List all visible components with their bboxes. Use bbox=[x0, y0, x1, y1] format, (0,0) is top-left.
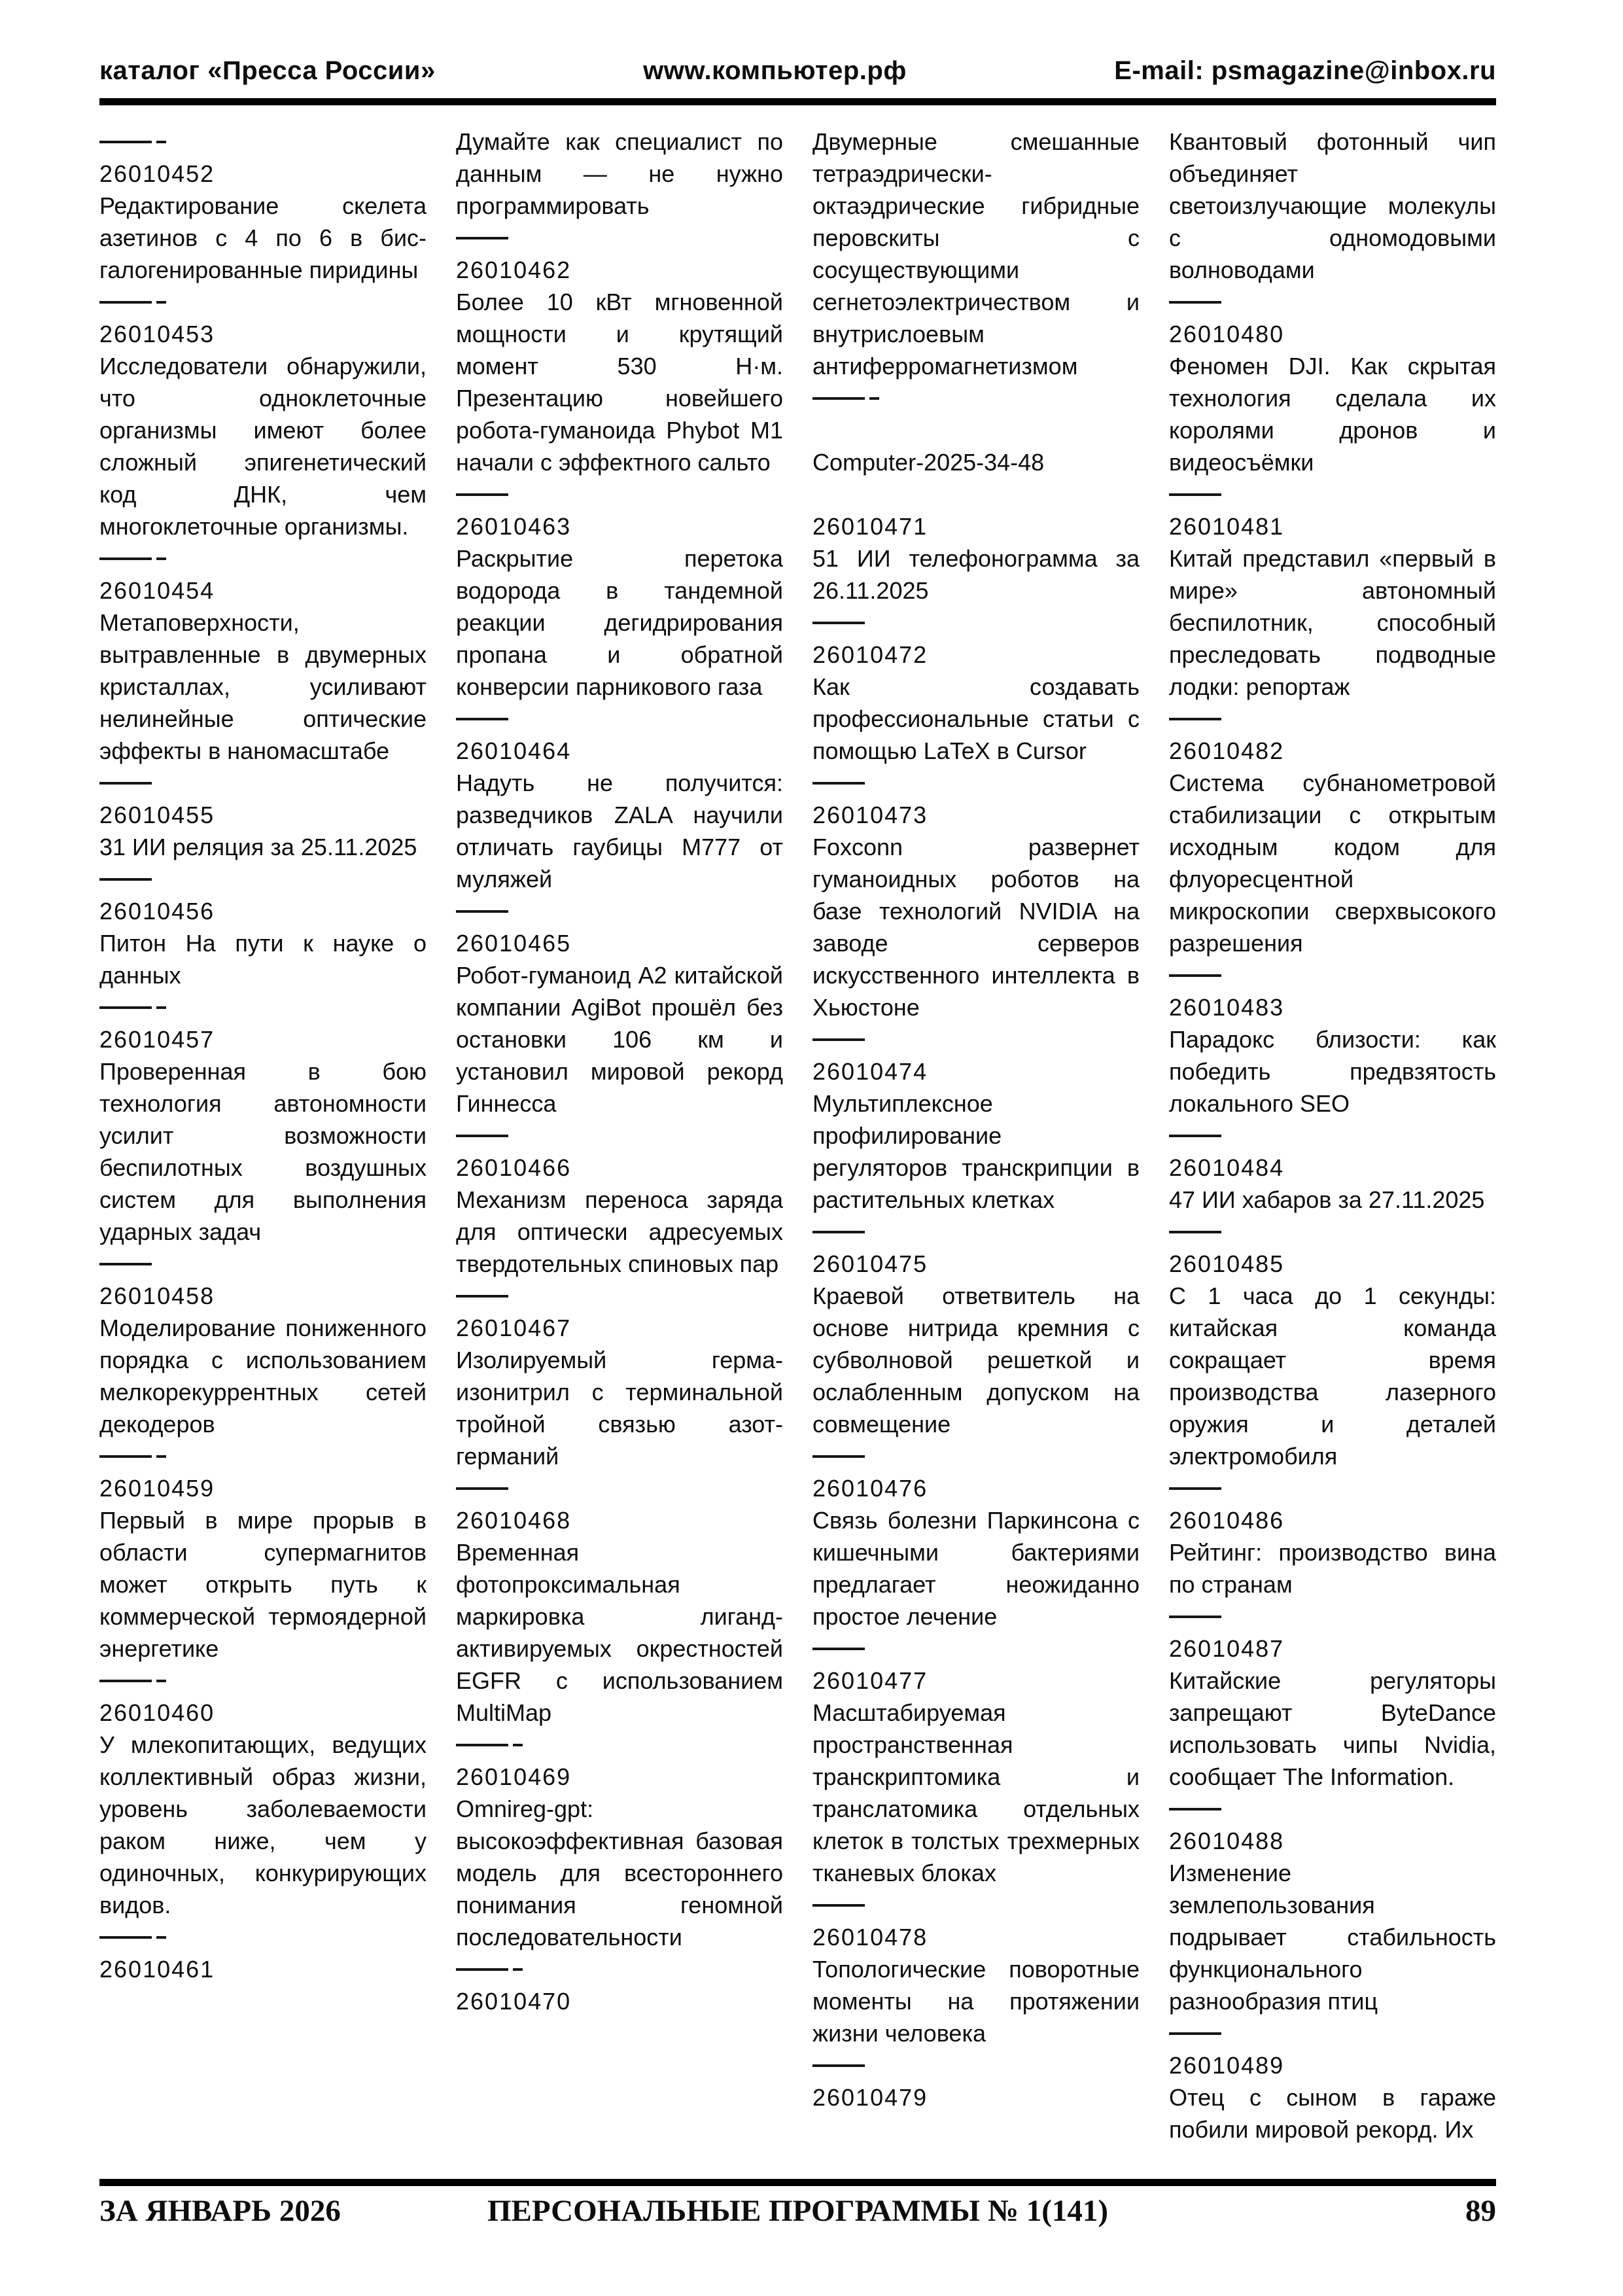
entry-title: Изолируемый герма-изонитрил с терминальной тройной связью азот-германий bbox=[456, 1347, 783, 1470]
catalog-entry bbox=[99, 1472, 427, 1665]
entry-number: 26010452 bbox=[99, 160, 215, 187]
entry-title: Foxconn развернет гуманоидных роботов на базе технологий NVIDIA на заводе серверов искусственного интеллекта в Хьюстоне bbox=[812, 834, 1140, 1021]
separator-line bbox=[99, 782, 152, 785]
catalog-entry bbox=[99, 1280, 427, 1440]
separator-line bbox=[456, 237, 508, 239]
separator bbox=[1169, 286, 1496, 318]
entry-number: 26010489 bbox=[1169, 2052, 1285, 2079]
entry-number: 26010485 bbox=[1169, 1250, 1285, 1277]
catalog-entry bbox=[99, 318, 427, 542]
separator bbox=[812, 767, 1140, 799]
separator-line bbox=[812, 782, 865, 785]
entry-number: 26010487 bbox=[1169, 1635, 1285, 1662]
entry-title: Первый в мире прорыв в области супермагнитов может открыть путь к коммерческой термоядерной энергетике bbox=[99, 1507, 427, 1662]
entry-title: Мультиплексное профилирование регуляторов транскрипции в растительных клетках bbox=[812, 1090, 1140, 1213]
separator-line bbox=[812, 1231, 865, 1233]
separator-hyphen bbox=[156, 141, 166, 143]
page-footer bbox=[99, 2193, 1496, 2229]
entry-title: 47 ИИ хабаров за 27.11.2025 bbox=[1169, 1186, 1485, 1213]
separator-line bbox=[812, 1648, 865, 1650]
entry-number: 26010459 bbox=[99, 1475, 215, 1502]
catalog-entry bbox=[1169, 318, 1496, 478]
entry-number: 26010477 bbox=[812, 1667, 928, 1694]
entry-number: 26010471 bbox=[812, 513, 928, 540]
catalog-columns bbox=[99, 126, 1496, 2175]
separator-line bbox=[812, 2064, 865, 2067]
catalog-entry bbox=[1169, 1504, 1496, 1600]
separator-line bbox=[99, 301, 152, 304]
separator-line bbox=[812, 1038, 865, 1041]
entry-number: 26010478 bbox=[812, 1924, 928, 1951]
catalog-entry bbox=[812, 2081, 1140, 2113]
catalog-entry bbox=[99, 574, 427, 767]
entry-title: 51 ИИ телефонограмма за 26.11.2025 bbox=[812, 545, 1140, 604]
separator-hyphen bbox=[156, 557, 166, 560]
entry-title: Связь болезни Паркинсона с кишечными бактериями предлагает неожиданно простое лечение bbox=[812, 1507, 1140, 1630]
separator-line bbox=[99, 1680, 152, 1682]
entry-title: Краевой ответвитель на основе нитрида кремния с субволновой решеткой и ослабленным допуском на совмещение bbox=[812, 1282, 1140, 1438]
catalog-entry bbox=[1169, 2049, 1496, 2146]
entry-number: 26010481 bbox=[1169, 513, 1285, 540]
separator-line bbox=[812, 1904, 865, 1907]
catalog-entry bbox=[99, 895, 427, 991]
entry-title: Парадокс близости: как победить предвзятость локального SEO bbox=[1169, 1026, 1496, 1117]
catalog-column-4 bbox=[1169, 126, 1496, 2175]
entry-number: 26010480 bbox=[1169, 321, 1285, 347]
separator bbox=[812, 1216, 1140, 1248]
entry-title: Двумерные смешанные тетраэдрически-октаэдрические гибридные перовскиты с сосуществующими сегнетоэлектричеством и внутрислоевым антиферромагнетизмом bbox=[812, 128, 1140, 380]
entry-title: Проверенная в бою технология автономности усилит возможности беспилотных воздушных систем для выполнения ударных задач bbox=[99, 1058, 427, 1245]
separator bbox=[456, 1280, 783, 1312]
separator bbox=[456, 1472, 783, 1504]
entry-number: 26010462 bbox=[456, 256, 572, 283]
separator-line bbox=[456, 1744, 508, 1746]
entry-number: 26010466 bbox=[456, 1154, 572, 1181]
separator-line bbox=[1169, 1135, 1221, 1137]
separator-line bbox=[812, 397, 865, 400]
entry-number: 26010470 bbox=[456, 1988, 572, 2015]
separator bbox=[812, 1440, 1140, 1472]
separator-line bbox=[99, 1936, 152, 1939]
catalog-entry bbox=[456, 254, 783, 478]
entry-title: Рейтинг: производство вина по странам bbox=[1169, 1539, 1496, 1598]
catalog-entry bbox=[1169, 735, 1496, 959]
separator-line bbox=[99, 557, 152, 560]
entry-title: Система субнанометровой стабилизации с открытым исходным кодом для флуоресцентной микроскопии сверхвысокого разрешения bbox=[1169, 769, 1496, 957]
separator bbox=[456, 895, 783, 927]
entry-title: Питон На пути к науке о данных bbox=[99, 930, 427, 989]
separator-hyphen bbox=[156, 1006, 166, 1009]
separator bbox=[99, 286, 427, 318]
entry-title: Китайские регуляторы запрещают ByteDance использовать чипы Nvidia, сообщает The Information. bbox=[1169, 1667, 1496, 1790]
entry-number: 26010457 bbox=[99, 1026, 215, 1053]
separator-line bbox=[1169, 1487, 1221, 1490]
entry-number: 26010456 bbox=[99, 898, 215, 925]
entry-title: Временная фотопроксимальная маркировка лиганд-активируемых окрестностей EGFR с использованием MultiMap bbox=[456, 1539, 783, 1726]
catalog-entry bbox=[456, 1312, 783, 1472]
separator-line bbox=[812, 622, 865, 624]
separator-hyphen bbox=[156, 1936, 166, 1939]
entry-number: 26010458 bbox=[99, 1282, 215, 1309]
separator bbox=[99, 863, 427, 895]
footer-rule bbox=[99, 2179, 1496, 2186]
entry-title: Метаповерхности, вытравленные в двумерных кристаллах, усиливают нелинейные оптические эффекты в наномасштабе bbox=[99, 609, 427, 764]
entry-title: Раскрытие перетока водорода в тандемной реакции дегидрирования пропана и обратной конверсии парникового газа bbox=[456, 545, 783, 700]
catalog-entry bbox=[812, 1921, 1140, 2049]
separator bbox=[1169, 703, 1496, 735]
separator-line bbox=[1169, 1808, 1221, 1810]
entry-number: 26010461 bbox=[99, 1956, 215, 1983]
entry-title: Изменение землепользования подрывает стабильность функционального разнообразия птиц bbox=[1169, 1860, 1496, 2015]
catalog-entry bbox=[812, 1472, 1140, 1633]
entry-title: У млекопитающих, ведущих коллективный образ жизни, уровень заболеваемости раком ниже, чем у одиночных, конкурирующих видов. bbox=[99, 1731, 427, 1918]
entry-title: С 1 часа до 1 секунды: китайская команда сокращает время производства лазерного оружия и деталей электромобиля bbox=[1169, 1282, 1496, 1470]
header-site-url: www.компьютер.рф bbox=[643, 56, 907, 85]
catalog-entry-continuation bbox=[456, 126, 783, 222]
entry-title: Omnireg-gpt: высокоэффективная базовая модель для всестороннего понимания геномной последовательности bbox=[456, 1795, 783, 1951]
catalog-entry bbox=[99, 1697, 427, 1921]
catalog-entry bbox=[1169, 991, 1496, 1120]
entry-number: 26010482 bbox=[1169, 737, 1285, 764]
separator bbox=[456, 703, 783, 735]
entry-number: 26010479 bbox=[812, 2084, 928, 2111]
separator bbox=[99, 1248, 427, 1280]
separator-line bbox=[1169, 2032, 1221, 2035]
entry-number: 26010467 bbox=[456, 1315, 572, 1341]
entry-title: Думайте как специалист по данным — не нужно программировать bbox=[456, 128, 783, 219]
separator-hyphen bbox=[869, 397, 879, 400]
section-code: Computer-2025-34-48 bbox=[812, 449, 1045, 476]
separator-line bbox=[456, 1487, 508, 1490]
entry-title: Моделирование пониженного порядка с использованием мелкорекуррентных сетей декодеров bbox=[99, 1315, 427, 1438]
separator bbox=[1169, 1120, 1496, 1152]
separator bbox=[456, 1953, 783, 1985]
entry-number: 26010469 bbox=[456, 1763, 572, 1790]
catalog-entry bbox=[99, 158, 427, 286]
separator bbox=[812, 1633, 1140, 1665]
entry-number: 26010468 bbox=[456, 1507, 572, 1534]
catalog-entry bbox=[812, 510, 1140, 607]
catalog-entry bbox=[1169, 1152, 1496, 1216]
separator-line bbox=[456, 910, 508, 913]
entry-number: 26010465 bbox=[456, 930, 572, 957]
header-email: E-mail: psmagazine@inbox.ru bbox=[1114, 56, 1496, 85]
catalog-column-1 bbox=[99, 126, 427, 2175]
header-rule bbox=[99, 98, 1496, 105]
catalog-entry-continuation bbox=[812, 126, 1140, 382]
header-catalog-label: каталог «Пресса России» bbox=[99, 56, 436, 85]
entry-number: 26010460 bbox=[99, 1699, 215, 1726]
catalog-entry bbox=[812, 1665, 1140, 1889]
catalog-entry bbox=[1169, 1248, 1496, 1472]
footer-page-number: 89 bbox=[1465, 2194, 1496, 2228]
entry-title: Исследователи обнаружили, что одноклеточные организмы имеют более сложный эпигенетический код ДНК, чем многоклеточные организмы. bbox=[99, 353, 427, 540]
entry-number: 26010474 bbox=[812, 1058, 928, 1085]
catalog-entry bbox=[456, 1504, 783, 1729]
entry-number: 26010455 bbox=[99, 802, 215, 828]
separator-line bbox=[456, 1968, 508, 1971]
catalog-entry-continuation bbox=[1169, 126, 1496, 286]
entry-number: 26010475 bbox=[812, 1250, 928, 1277]
separator-line bbox=[456, 493, 508, 496]
separator bbox=[456, 478, 783, 510]
separator bbox=[812, 2049, 1140, 2081]
entry-number: 26010486 bbox=[1169, 1507, 1285, 1534]
separator bbox=[99, 542, 427, 574]
separator bbox=[456, 1120, 783, 1152]
separator bbox=[99, 991, 427, 1023]
entry-title: Робот-гуманоид A2 китайской компании AgiBot прошёл без остановки 106 км и установил мировой рекорд Гиннесса bbox=[456, 962, 783, 1117]
catalog-entry bbox=[99, 799, 427, 863]
separator bbox=[812, 1023, 1140, 1055]
entry-title: Топологические поворотные моменты на протяжении жизни человека bbox=[812, 1956, 1140, 2047]
separator-hyphen bbox=[156, 1680, 166, 1682]
separator bbox=[99, 767, 427, 799]
separator bbox=[99, 1440, 427, 1472]
separator-line bbox=[1169, 301, 1221, 304]
separator bbox=[1169, 478, 1496, 510]
separator bbox=[99, 126, 427, 158]
catalog-column-3 bbox=[812, 126, 1140, 2175]
footer-issue-period: ЗА ЯНВАРЬ 2026 bbox=[99, 2194, 341, 2228]
catalog-entry bbox=[456, 1152, 783, 1280]
catalog-column-2 bbox=[456, 126, 783, 2175]
entry-title: Механизм переноса заряда для оптически адресуемых твердотельных спиновых пар bbox=[456, 1186, 783, 1277]
separator-line bbox=[99, 878, 152, 881]
catalog-entry bbox=[456, 1761, 783, 1953]
entry-number: 26010476 bbox=[812, 1475, 928, 1502]
separator-line bbox=[1169, 1616, 1221, 1618]
separator-hyphen bbox=[513, 1968, 523, 1971]
separator bbox=[1169, 1793, 1496, 1825]
separator bbox=[456, 1729, 783, 1761]
separator-line bbox=[99, 1455, 152, 1458]
separator-hyphen bbox=[156, 301, 166, 304]
entry-number: 26010454 bbox=[99, 577, 215, 604]
separator-line bbox=[1169, 493, 1221, 496]
entry-number: 26010472 bbox=[812, 641, 928, 668]
catalog-entry bbox=[1169, 1633, 1496, 1793]
catalog-entry bbox=[456, 735, 783, 895]
separator-hyphen bbox=[513, 1744, 523, 1746]
catalog-entry bbox=[1169, 510, 1496, 703]
entry-number: 26010463 bbox=[456, 513, 572, 540]
catalog-entry bbox=[812, 639, 1140, 767]
separator-line bbox=[456, 1295, 508, 1298]
separator bbox=[812, 1889, 1140, 1921]
catalog-entry bbox=[99, 1023, 427, 1248]
catalog-entry bbox=[812, 1248, 1140, 1440]
separator bbox=[456, 222, 783, 254]
catalog-entry bbox=[456, 1985, 783, 2017]
separator-line bbox=[99, 141, 152, 143]
entry-number: 26010484 bbox=[1169, 1154, 1285, 1181]
separator-line bbox=[1169, 718, 1221, 720]
entry-title: Более 10 кВт мгновенной мощности и крутящий момент 530 Н·м. Презентацию новейшего робота-гуманоида Phybot M1 начали с эффектного сальто bbox=[456, 289, 783, 476]
catalog-entry bbox=[456, 510, 783, 703]
catalog-entry bbox=[1169, 1825, 1496, 2017]
separator bbox=[1169, 1216, 1496, 1248]
catalog-entry bbox=[812, 1055, 1140, 1216]
entry-title: 31 ИИ реляция за 25.11.2025 bbox=[99, 834, 417, 860]
entry-title: Отец с сыном в гараже побили мировой рекорд. Их bbox=[1169, 2084, 1496, 2143]
separator-line bbox=[99, 1006, 152, 1009]
entry-number: 26010488 bbox=[1169, 1828, 1285, 1854]
separator bbox=[1169, 1600, 1496, 1633]
separator bbox=[99, 1665, 427, 1697]
separator bbox=[812, 607, 1140, 639]
separator bbox=[812, 382, 1140, 414]
catalog-entry bbox=[456, 927, 783, 1120]
separator-line bbox=[812, 1455, 865, 1458]
separator-line bbox=[456, 1135, 508, 1137]
entry-number: 26010483 bbox=[1169, 994, 1285, 1021]
separator bbox=[1169, 1472, 1496, 1504]
separator bbox=[1169, 959, 1496, 991]
catalog-entry bbox=[812, 799, 1140, 1023]
separator-line bbox=[1169, 974, 1221, 977]
catalog-entry bbox=[99, 1953, 427, 1985]
entry-number: 26010464 bbox=[456, 737, 572, 764]
entry-title: Надуть не получится: разведчиков ZALA научили отличать гаубицы M777 от муляжей bbox=[456, 769, 783, 892]
separator bbox=[1169, 2017, 1496, 2049]
entry-title: Квантовый фотонный чип объединяет светоизлучающие молекулы с одномодовыми волноводами bbox=[1169, 128, 1496, 283]
entry-title: Феномен DJI. Как скрытая технология сделала их королями дронов и видеосъёмки bbox=[1169, 353, 1496, 476]
entry-number: 26010453 bbox=[99, 321, 215, 347]
page-header bbox=[99, 56, 1496, 86]
entry-number: 26010473 bbox=[812, 802, 928, 828]
entry-title: Китай представил «первый в мире» автономный беспилотник, способный преследовать подводные лодки: репортаж bbox=[1169, 545, 1496, 700]
separator-line bbox=[99, 1263, 152, 1265]
separator bbox=[99, 1921, 427, 1953]
entry-title: Редактирование скелета азетинов с 4 по 6 в бис-галогенированные пиридины bbox=[99, 192, 427, 283]
separator-line bbox=[1169, 1231, 1221, 1233]
separator-hyphen bbox=[156, 1455, 166, 1458]
footer-journal-title: ПЕРСОНАЛЬНЫЕ ПРОГРАММЫ № 1(141) bbox=[487, 2194, 1109, 2228]
separator-line bbox=[456, 718, 508, 720]
entry-title: Масштабируемая пространственная транскриптомика и транслатомика отдельных клеток в толстых трехмерных тканевых блоках bbox=[812, 1699, 1140, 1886]
entry-title: Как создавать профессиональные статьи с помощью LaTeX в Cursor bbox=[812, 673, 1140, 764]
